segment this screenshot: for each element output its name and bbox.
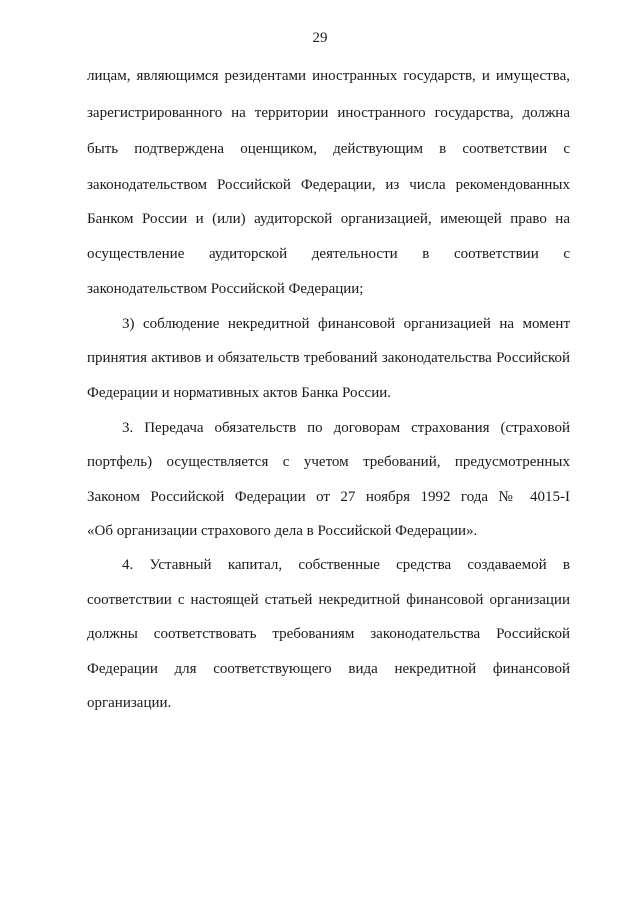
text-line: портфель) осуществляется с учетом требований, предусмотренных [87,454,570,470]
text-line: законодательством Российской Федерации; [87,281,364,297]
text-line: принятия активов и обязательств требований законодательства Российской [87,350,570,366]
text-line: быть подтверждена оценщиком, действующим в соответствии с [87,141,570,157]
text-line: осуществление аудиторской деятельности в соответствии с [87,246,570,262]
text-line: Законом Российской Федерации от 27 ноября 1992 года № 4015-I [87,489,570,505]
text-line: 3) соблюдение некредитной финансовой организацией на момент [122,316,570,332]
text-line: Банком России и (или) аудиторской организацией, имеющей право на [87,211,570,227]
text-line: Федерации и нормативных актов Банка России. [87,385,392,401]
page-number: 29 [312,30,328,46]
text-line: организации. [87,695,172,711]
text-line: лицам, являющимся резидентами иностранных государств, и имущества, [87,68,570,84]
text-line: 3. Передача обязательств по договорам страхования (страховой [122,420,570,436]
text-line: соответствии с настоящей статьей некредитной финансовой организации [87,592,570,608]
text-line: «Об организации страхового дела в Российской Федерации». [87,523,478,539]
text-line: зарегистрированного на территории иностранного государства, должна [87,105,570,121]
text-line: законодательством Российской Федерации, из числа рекомендованных [87,177,570,193]
text-line: 4. Уставный капитал, собственные средства создаваемой в [122,557,570,573]
text-line: должны соответствовать требованиям законодательства Российской [87,626,570,642]
text-line: Федерации для соответствующего вида некредитной финансовой [87,661,570,677]
